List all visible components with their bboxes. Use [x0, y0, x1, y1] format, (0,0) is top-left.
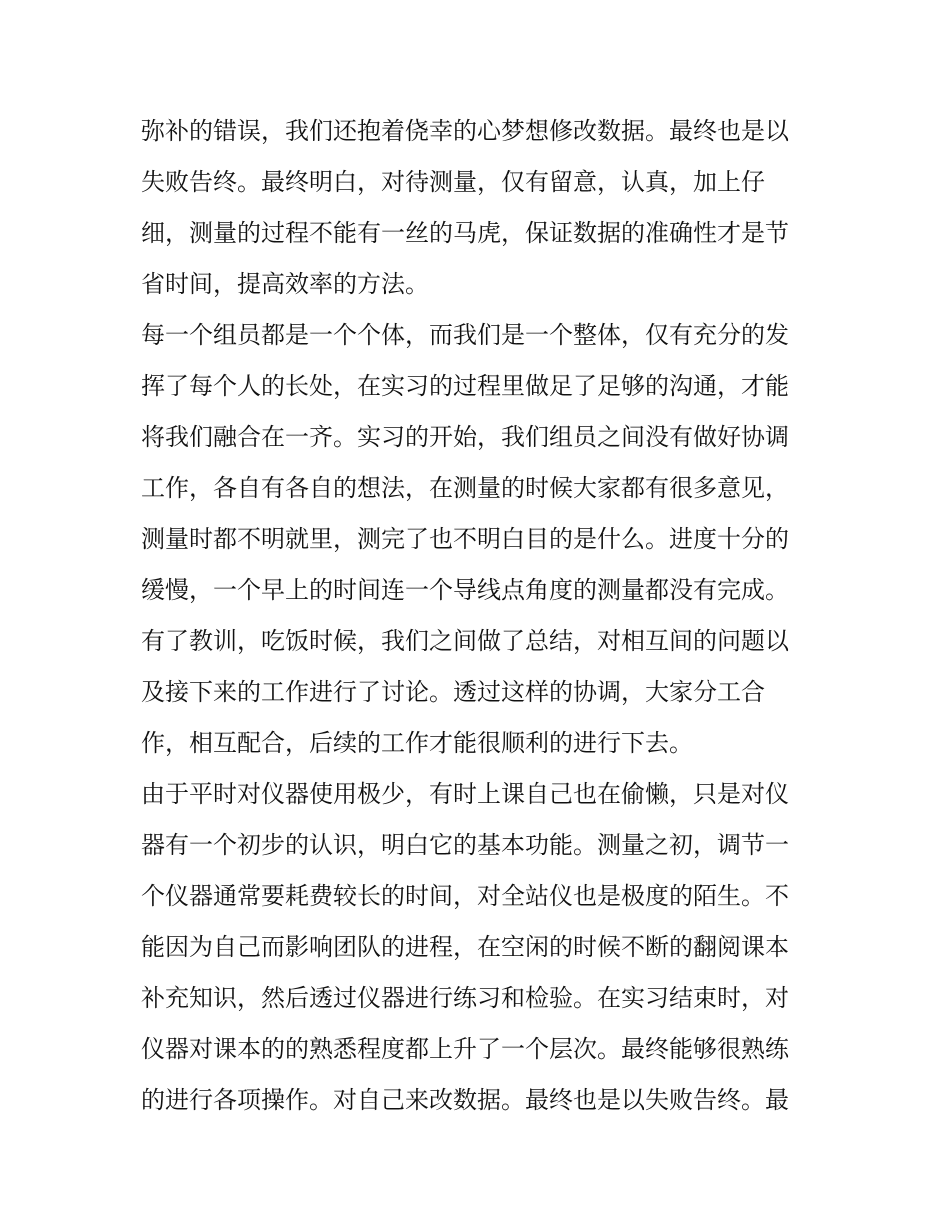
text-line: 缓慢，一个早上的时间连一个导线点角度的测量都没有完成。	[141, 576, 789, 604]
text-line: 个仪器通常要耗费较长的时间，对全站仪也是极度的陌生。不	[141, 882, 789, 910]
text-line: 有了教训，吃饭时候，我们之间做了总结，对相互间的问题以	[141, 627, 789, 655]
text-line: 每一个组员都是一个个体，而我们是一个整体，仅有充分的发	[141, 321, 789, 349]
text-line: 挥了每个人的长处，在实习的过程里做足了足够的沟通，才能	[141, 372, 789, 400]
text-line: 能因为自己而影响团队的进程，在空闲的时候不断的翻阅课本	[141, 933, 789, 961]
text-line: 的进行各项操作。对自己来改数据。最终也是以失败告终。最	[141, 1086, 789, 1114]
text-line: 省时间，提高效率的方法。	[141, 270, 429, 298]
text-line: 及接下来的工作进行了讨论。透过这样的协调，大家分工合	[141, 678, 765, 706]
body-text	[141, 106, 821, 1126]
text-line: 仪器对课本的的熟悉程度都上升了一个层次。最终能够很熟练	[141, 1035, 789, 1063]
text-line: 器有一个初步的认识，明白它的基本功能。测量之初，调节一	[141, 831, 789, 859]
text-line: 作，相互配合，后续的工作才能很顺利的进行下去。	[141, 729, 693, 757]
text-line: 将我们融合在一齐。实习的开始，我们组员之间没有做好协调	[141, 423, 789, 451]
text-line: 补充知识，然后透过仪器进行练习和检验。在实习结束时，对	[141, 984, 789, 1012]
text-line: 弥补的错误，我们还抱着侥幸的心梦想修改数据。最终也是以	[141, 117, 789, 145]
text-line: 由于平时对仪器使用极少，有时上课自己也在偷懒，只是对仪	[141, 780, 789, 808]
text-line: 工作，各自有各自的想法，在测量的时候大家都有很多意见，	[141, 474, 789, 502]
text-line: 失败告终。最终明白，对待测量，仅有留意，认真，加上仔	[141, 168, 765, 196]
text-line: 细，测量的过程不能有一丝的马虎，保证数据的准确性才是节	[141, 219, 789, 247]
text-line: 测量时都不明就里，测完了也不明白目的是什么。进度十分的	[141, 525, 789, 553]
